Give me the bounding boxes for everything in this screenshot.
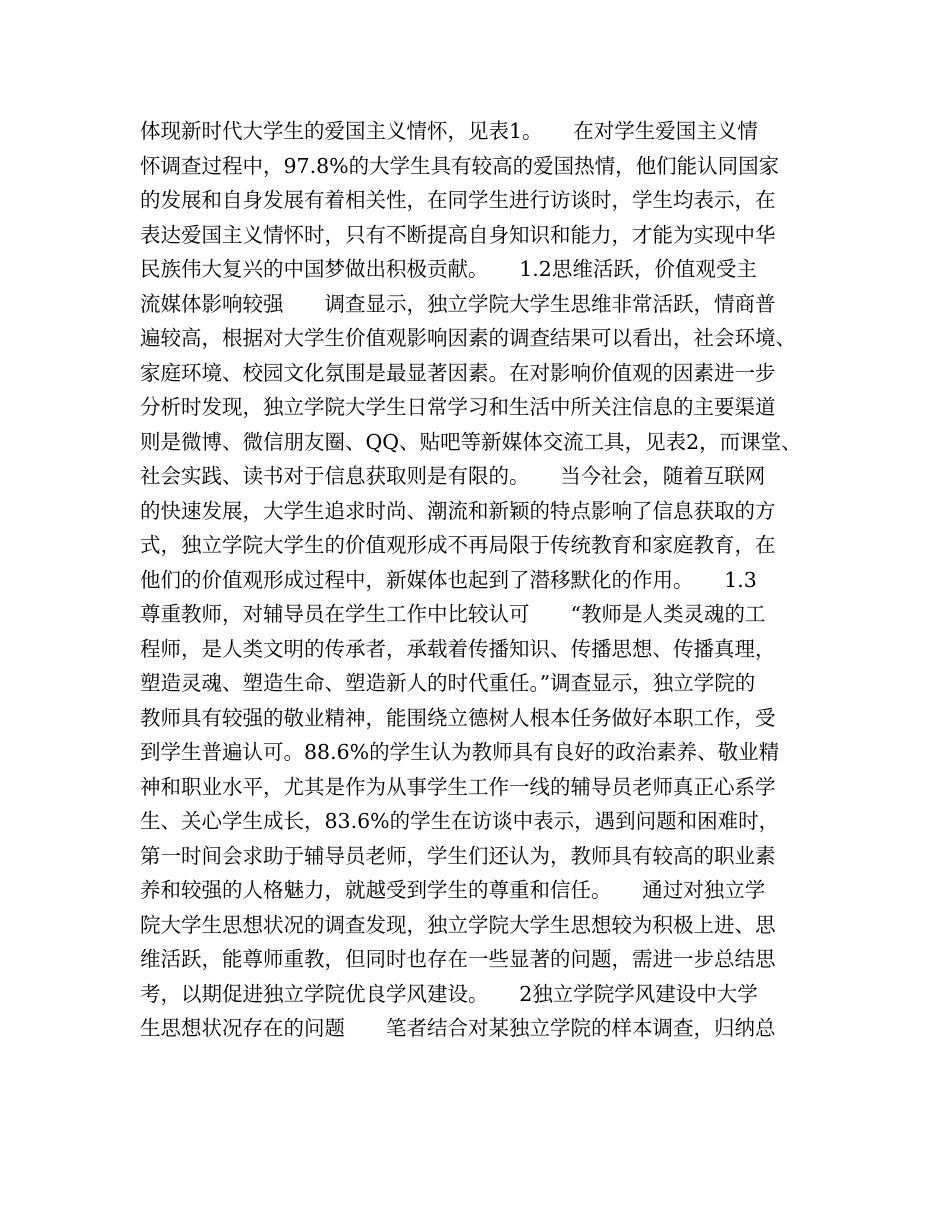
text-line: 院大学生思想状况的调查发现，独立学院大学生思想较为积极上进、思 (140, 912, 776, 937)
text-line: 第一时间会求助于辅导员老师，学生们还认为，教师具有较高的职业素 (140, 843, 776, 868)
text-line: 教师具有较强的敬业精神，能围绕立德树人根本任务做好本职工作，受 (140, 705, 776, 730)
text-line: 家庭环境、校园文化氛围是最显著因素。在对影响价值观的因素进一步 (140, 360, 776, 385)
text-line: 考，以期促进独立学院优良学风建设。 2独立学院学风建设中大学 (140, 981, 758, 1006)
text-line: 民族伟大复兴的中国梦做出积极贡献。 1.2思维活跃，价值观受主 (140, 257, 757, 281)
text-line: 到学生普遍认可。88.6%的学生认为教师具有良好的政治素养、敬业精 (140, 740, 780, 764)
text-line: 社会实践、读书对于信息获取则是有限的。 当今社会，随着互联网 (140, 464, 766, 488)
text-line: 的快速发展，大学生追求时尚、潮流和新颖的特点影响了信息获取的方 (140, 498, 776, 523)
text-line: 的发展和自身发展有着相关性，在同学生进行访谈时，学生均表示，在 (140, 188, 776, 212)
text-line: 他们的价值观形成过程中，新媒体也起到了潜移默化的作用。 1.3 (140, 567, 757, 592)
text-line: 遍较高，根据对大学生价值观影响因素的调查结果可以看出，社会环境、 (140, 326, 796, 350)
text-line: 神和职业水平，尤其是作为从事学生工作一线的辅导员老师真正心系学 (140, 774, 776, 799)
text-line: 尊重教师，对辅导员在学生工作中比较认可 “教师是人类灵魂的工 (140, 602, 766, 626)
body-text (140, 114, 830, 1046)
text-line: 怀调查过程中，97.8%的大学生具有较高的爱国热情，他们能认同国家 (140, 153, 780, 178)
text-line: 体现新时代大学生的爱国主义情怀，见表1。 在对学生爱国主义情 (140, 119, 758, 143)
text-line: 养和较强的人格魅力，就越受到学生的尊重和信任。 通过对独立学 (140, 878, 766, 902)
text-line: 程师，是人类文明的传承者，承载着传播知识、传播思想、传播真理， (140, 636, 776, 661)
text-line: 生思想状况存在的问题 笔者结合对某独立学院的样本调查，归纳总 (140, 1016, 776, 1040)
text-line: 流媒体影响较强 调查显示，独立学院大学生思维非常活跃，情商普 (140, 291, 776, 316)
text-line: 塑造灵魂、塑造生命、塑造新人的时代重任。”调查显示，独立学院的 (140, 671, 756, 695)
text-line: 表达爱国主义情怀时，只有不断提高自身知识和能力，才能为实现中华 (140, 222, 776, 247)
text-line: 则是微博、微信朋友圈、QQ、贴吧等新媒体交流工具，见表2，而课堂、 (140, 429, 802, 454)
text-line: 式，独立学院大学生的价值观形成不再局限于传统教育和家庭教育，在 (140, 533, 776, 557)
text-line: 分析时发现，独立学院大学生日常学习和生活中所关注信息的主要渠道 (140, 395, 776, 419)
text-line: 生、关心学生成长，83.6%的学生在访谈中表示，遇到问题和困难时， (140, 809, 780, 833)
text-line: 维活跃，能尊师重教，但同时也存在一些显著的问题，需进一步总结思 (140, 947, 776, 971)
